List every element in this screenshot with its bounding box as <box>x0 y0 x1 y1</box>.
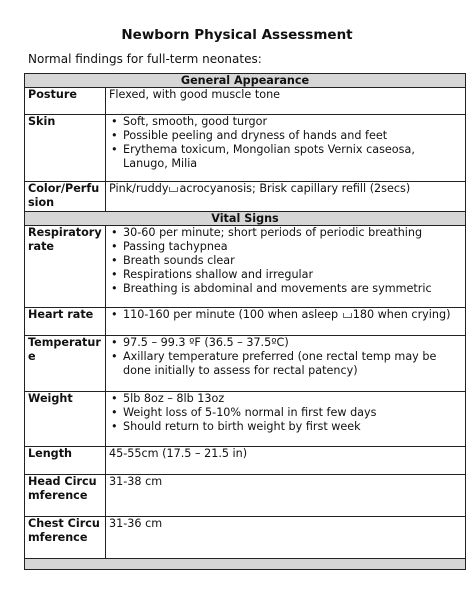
table-row-temp <box>25 336 466 392</box>
heart-list <box>109 308 462 322</box>
table-row-skin <box>25 115 466 182</box>
list-item: • Soft, smooth, good turgor <box>123 115 462 129</box>
value-temperature <box>106 336 466 392</box>
color-value-part-1: Pink/ruddy <box>109 182 169 195</box>
value-posture: Flexed, with good muscle tone <box>106 88 466 115</box>
list-item: • Axillary temperature preferred (one rectal temp may be done initially to assess for rectal patency) <box>123 350 462 378</box>
skin-list <box>109 115 462 171</box>
table-row-color <box>25 182 466 212</box>
list-item: • Breath sounds clear <box>123 254 462 268</box>
table-row-heart <box>25 308 466 336</box>
label-head: Head Circumference <box>25 475 106 517</box>
value-head: 31-38 cm <box>106 475 466 517</box>
intro-text: Normal findings for full-term neonates: <box>28 52 262 66</box>
table-row-length <box>25 447 466 475</box>
value-respiratory <box>106 226 466 308</box>
list-item: • Weight loss of 5-10% normal in first few days <box>123 406 462 420</box>
value-chest: 31-36 cm <box>106 517 466 559</box>
list-item: • Erythema toxicum, Mongolian spots Vernix caseosa, Lanugo, Milia <box>123 143 462 171</box>
list-item: • 5lb 8oz – 8lb 13oz <box>123 392 462 406</box>
value-heart <box>106 308 466 336</box>
label-weight: Weight <box>25 392 106 447</box>
label-heart: Heart rate <box>25 308 106 336</box>
section-header-vitals: Vital Signs <box>25 212 466 226</box>
weight-list <box>109 392 462 434</box>
label-posture: Posture <box>25 88 106 115</box>
value-length: 45-55cm (17.5 – 21.5 in) <box>106 447 466 475</box>
label-temperature: Temperature <box>25 336 106 392</box>
table-row-head <box>25 475 466 517</box>
label-skin: Skin <box>25 115 106 182</box>
table-row-weight <box>25 392 466 447</box>
table-row-resp <box>25 226 466 308</box>
section-row-general <box>25 74 466 88</box>
list-item <box>123 308 462 322</box>
assessment-table <box>24 73 466 570</box>
table-row-chest <box>25 517 466 559</box>
label-respiratory: Respiratory rate <box>25 226 106 308</box>
placeholder-glyph-icon <box>343 313 352 318</box>
list-item: • Breathing is abdominal and movements are symmetric <box>123 282 462 296</box>
page-title: Newborn Physical Assessment <box>121 27 353 43</box>
placeholder-glyph-icon <box>169 187 178 192</box>
value-weight <box>106 392 466 447</box>
table-footer-row <box>25 559 466 570</box>
table-row-posture <box>25 88 466 115</box>
list-item: • Should return to birth weight by first week <box>123 420 462 434</box>
label-chest: Chest Circumference <box>25 517 106 559</box>
respiratory-list <box>109 226 462 296</box>
section-row-vitals <box>25 212 466 226</box>
heart-value-part-1: 110-160 per minute (100 when asleep <box>123 308 339 321</box>
label-length: Length <box>25 447 106 475</box>
list-item: • Passing tachypnea <box>123 240 462 254</box>
value-skin <box>106 115 466 182</box>
list-item: • 30-60 per minute; short periods of periodic breathing <box>123 226 462 240</box>
label-color: Color/Perfusion <box>25 182 106 212</box>
list-item: • 97.5 – 99.3 ºF (36.5 – 37.5ºC) <box>123 336 462 350</box>
value-color <box>106 182 466 212</box>
list-item: • Possible peeling and dryness of hands and feet <box>123 129 462 143</box>
heart-value-part-2: 180 when crying) <box>352 308 451 321</box>
color-value-part-2: acrocyanosis; Brisk capillary refill (2secs) <box>179 182 411 195</box>
table-footer-band <box>25 559 466 570</box>
temperature-list <box>109 336 462 378</box>
section-header-general: General Appearance <box>25 74 466 88</box>
list-item: • Respirations shallow and irregular <box>123 268 462 282</box>
